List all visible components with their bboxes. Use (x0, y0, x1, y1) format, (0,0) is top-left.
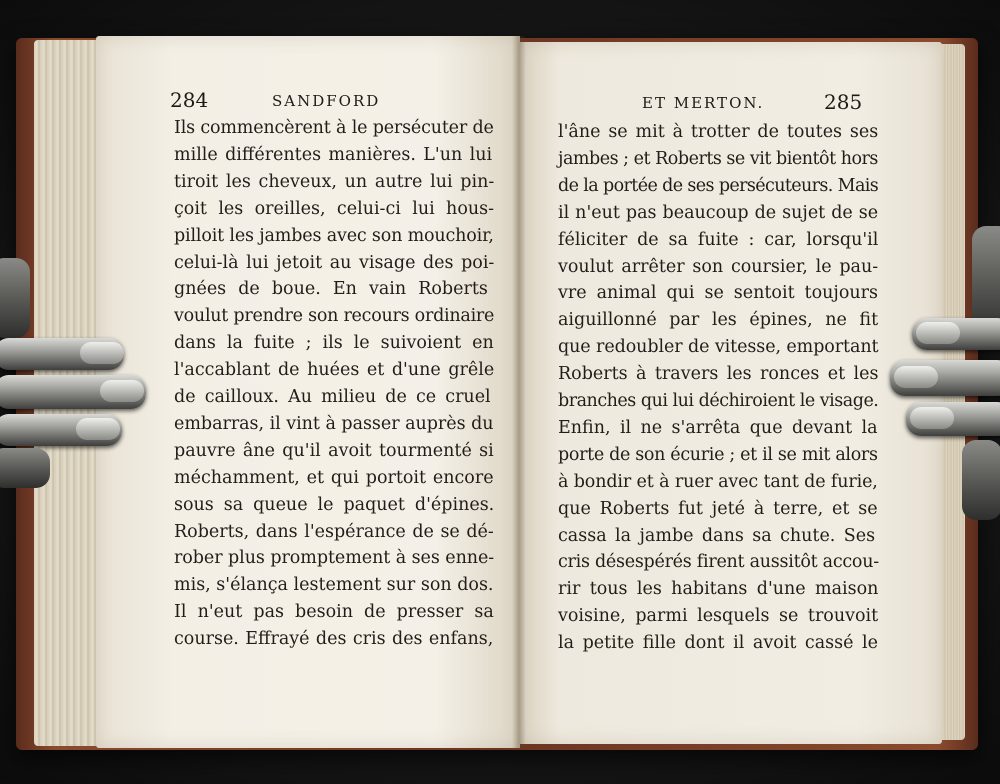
text-line: Roberts, dans l'espérance de se dé- (174, 521, 494, 542)
left-clip-nail-3 (76, 418, 120, 440)
text-line: voisine, parmi lesquels se trouvoit (558, 606, 879, 627)
left-page (96, 36, 520, 748)
left-clip-base (0, 258, 30, 338)
text-line: que redoubler de vitesse, emportant (558, 337, 879, 358)
text-line: Il n'eut pas besoin de presser sa (174, 602, 494, 623)
text-line: jambes ; et Roberts se vit bientôt hors (558, 148, 878, 169)
text-line: porte de son écurie ; et il se mit alors (558, 444, 878, 465)
text-line: rober plus promptement à ses enne- (174, 548, 495, 569)
left-clip-nail-1 (80, 342, 124, 364)
text-line: voulut prendre son recours ordinaire (174, 306, 495, 327)
text-line: cassa la jambe dans sa chute. Ses (558, 525, 876, 546)
text-line: méchamment, et qui portoit encore (174, 467, 494, 488)
left-page-number: 284 (170, 88, 209, 112)
text-line: celui-là lui jetoit au visage des poi- (174, 252, 495, 273)
text-line: tiroit les cheveux, un autre lui pin- (174, 171, 495, 192)
text-line: Ils commencèrent à le persécuter de (174, 118, 494, 138)
text-line: l'accablant de huées et d'une grêle (174, 360, 495, 381)
text-line: il n'eut pas beaucoup de sujet de se (558, 202, 879, 223)
text-line: embarras, il vint à passer auprès du (174, 413, 494, 434)
left-clip-wrist (0, 448, 50, 488)
text-line: pauvre âne qu'il avoit tourmenté si (174, 440, 494, 461)
right-clip-nail-3 (910, 407, 954, 429)
text-line: cris désespérés firent aussitôt accou- (558, 552, 879, 573)
left-running-head: SANDFORD (272, 92, 381, 110)
text-line: à bondir et à ruer avec tant de furie, (558, 471, 878, 492)
text-line: course. Effrayé des cris des enfans, (174, 629, 494, 650)
text-line: mille différentes manières. L'un lui (174, 144, 493, 165)
text-line: aiguillonné par les épines, ne fit (558, 310, 879, 331)
text-line: de la portée de ses persécuteurs. Mais (558, 175, 879, 196)
text-line: l'âne se mit à trotter de toutes ses (558, 122, 879, 142)
book-gutter (512, 36, 526, 748)
text-line: féliciter de sa fuite : car, lorsqu'il (558, 229, 879, 250)
right-clip-nail-2 (894, 366, 938, 388)
text-line: rir tous les habitans d'une maison (558, 579, 879, 600)
right-running-head: ET MERTON. (642, 94, 765, 112)
right-clip-wrist (962, 440, 1000, 520)
text-line: sous sa queue le paquet d'épines. (174, 494, 495, 515)
text-line: gnées de boue. En vain Roberts (174, 279, 488, 300)
text-line: voulut arrêter son coursier, le pau- (558, 256, 879, 277)
text-line: que Roberts fut jeté à terre, et se (558, 498, 878, 519)
text-line: pilloit les jambes avec son mouchoir, (174, 225, 494, 246)
right-clip-nail-1 (916, 322, 960, 344)
right-page-number: 285 (824, 90, 863, 114)
text-line: vre animal qui se sentoit toujours (558, 283, 878, 304)
left-clip-nail-2 (100, 380, 144, 402)
text-line: Enfin, il ne s'arrêta que devant la (558, 417, 878, 438)
text-line: Roberts à travers les ronces et les (558, 364, 879, 385)
text-line: la petite fille dont il avoit cassé le (558, 633, 878, 654)
text-line: branches qui lui déchiroient le visage. (558, 391, 879, 411)
text-line: dans la fuite ; ils le suivoient en (174, 333, 494, 354)
right-page (518, 42, 942, 744)
text-line: de cailloux. Au milieu de ce cruel (174, 387, 491, 407)
text-line: çoit les oreilles, celui-ci lui hous- (174, 198, 495, 219)
text-line: mis, s'élança lestement sur son dos. (174, 575, 494, 596)
